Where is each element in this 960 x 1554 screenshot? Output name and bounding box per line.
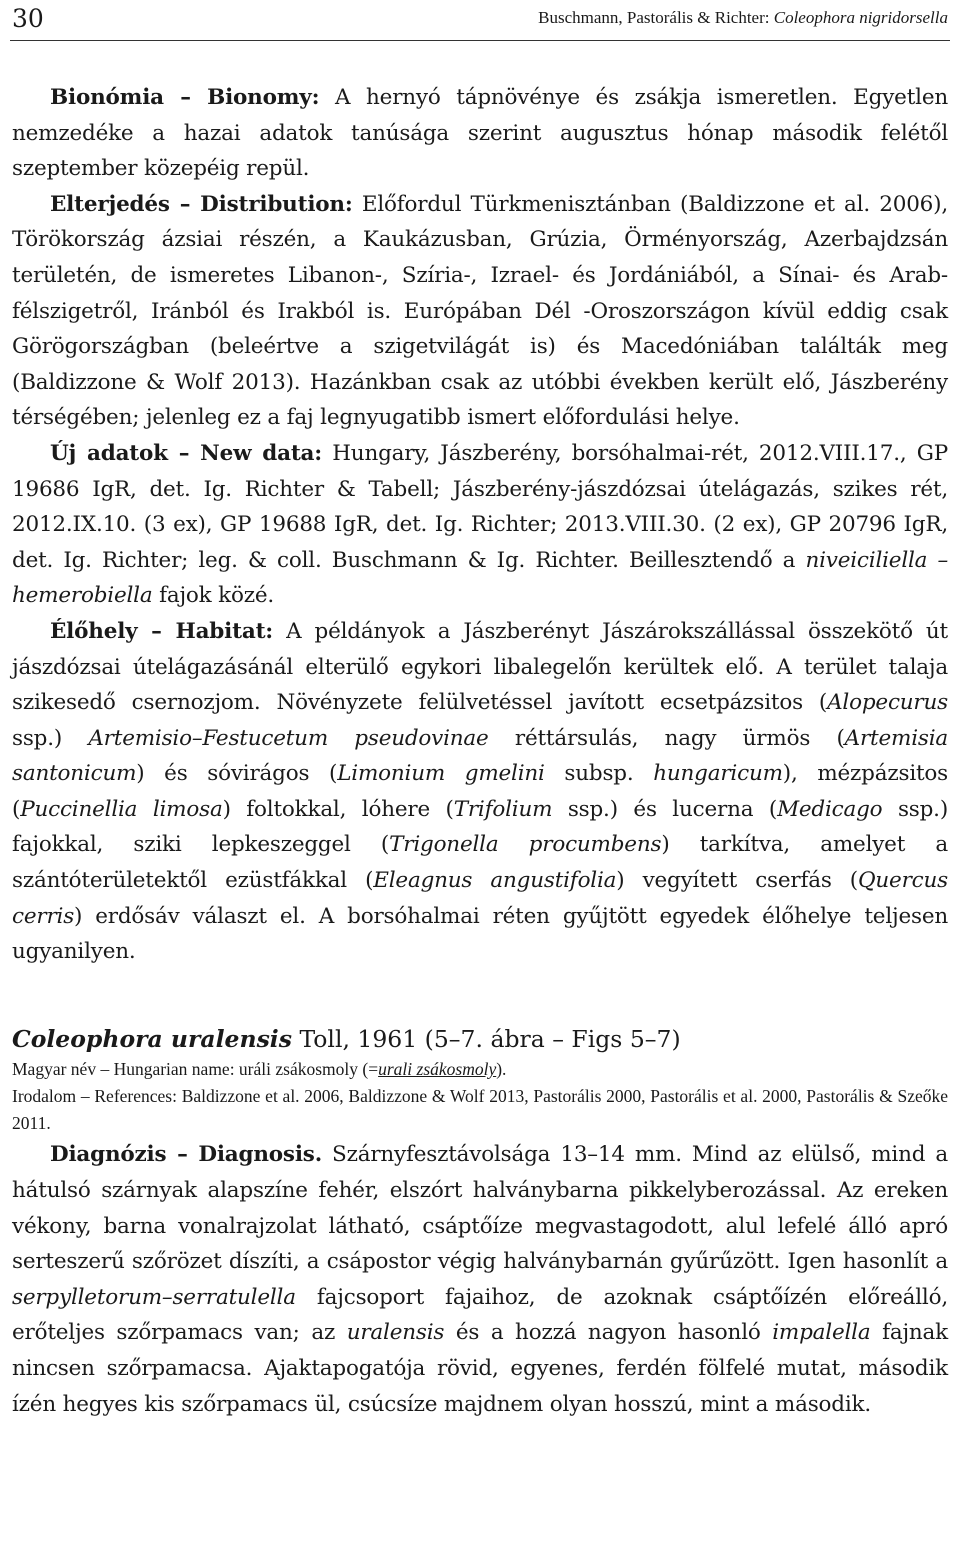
taxon-alopecurus: Alopecurus bbox=[827, 690, 948, 716]
elohely-text-12: ) erdősáv választ el. A borsóhalmai réten gyűjtött egyedek élőhelye teljesen ugyanilyen. bbox=[12, 903, 948, 965]
running-head-authors: Buschmann, Pastorális & Richter: bbox=[538, 8, 774, 27]
hungarian-name-suffix: ). bbox=[496, 1058, 507, 1079]
taxon-trifolium: Trifolium bbox=[453, 796, 553, 822]
taxon-trigonella: Trigonella procumbens bbox=[389, 832, 662, 858]
hungarian-name-prefix: Magyar név – Hungarian name: uráli zsákosmoly (= bbox=[12, 1058, 379, 1079]
elterjedes-paragraph bbox=[12, 187, 948, 436]
elohely-paragraph bbox=[12, 614, 948, 970]
elterjedes-text: Előfordul Türkmenisztánban (Baldizzone et al. 2006), Törökország ázsiai részén, a Kaukázusban, Grúzia, Örményország, Azerbajdzsán területén, de ismeretes Libanon-, Szíria-, Izrael- és Jordániából, a Sínai- és Arab-félszigetről, Iránból és Irakból is. Európában Dél -Oroszországon kívül eddig csak Görögországban (beleértve a szigetvilágát is) és Macedóniában találták meg (Baldizzone & Wolf 2013). Hazánkban csak az utóbbi években került elő, Jászberény térségében; jelenleg ez a faj legnyugatibb ismert előfordulási helye. bbox=[12, 191, 948, 431]
elterjedes-label: Elterjedés – Distribution: bbox=[50, 191, 353, 217]
page-number: 30 bbox=[12, 4, 44, 33]
bionomia-paragraph bbox=[12, 80, 948, 187]
elohely-text-10: ) tarkítva, amelyet a szántóterületektől ezüstfákkal ( bbox=[12, 832, 948, 894]
taxon-medicago: Medicago bbox=[777, 796, 883, 822]
diagnozis-text-2: fajcsoport fajaihoz, de azoknak csáptőízén előreálló, erőteljes szőrpamacs van; az bbox=[12, 1284, 948, 1346]
elohely-text-11: ) vegyített cserfás ( bbox=[616, 868, 858, 894]
taxon-quercus: Quercus cerris bbox=[12, 868, 948, 929]
elohely-text-2: ssp.) bbox=[12, 725, 89, 751]
taxon-puccinellia: Puccinellia limosa bbox=[20, 796, 223, 822]
diagnozis-label: Diagnózis – Diagnosis. bbox=[50, 1142, 322, 1168]
elohely-text-3: réttársulás, nagy ürmös ( bbox=[488, 725, 845, 751]
taxon-impalella: impalella bbox=[772, 1320, 871, 1346]
hungarian-name bbox=[12, 1056, 948, 1083]
page-header bbox=[10, 0, 950, 41]
diagnozis-text-3: és a hozzá nagyon hasonló bbox=[444, 1320, 773, 1346]
elohely-text-5: subsp. bbox=[544, 761, 654, 787]
uj-adatok-tail: fajok közé. bbox=[152, 583, 274, 609]
elohely-text-9: ssp.) fajokkal, sziki lepkeszeggel ( bbox=[12, 796, 949, 858]
elohely-text-8: ssp.) és lucerna ( bbox=[552, 796, 778, 822]
elohely-text-6: ), mézpázsitos ( bbox=[12, 761, 949, 822]
species-author: Toll, 1961 (5–7. ábra – Figs 5–7) bbox=[291, 1024, 681, 1053]
species-heading bbox=[12, 1022, 948, 1056]
taxon-limonium: Limonium gmelini bbox=[337, 761, 545, 787]
taxon-hungaricum: hungaricum bbox=[653, 761, 783, 787]
uj-adatok-species-group: niveiciliella – hemerobiella bbox=[12, 547, 948, 609]
diagnozis-paragraph bbox=[12, 1137, 948, 1422]
diagnozis-text-1: Szárnyfesztávolsága 13–14 mm. Mind az elülső, mind a hátulsó szárnyak alapszíne fehér, elszórt halványbarna pikkelyberozással. Az ereken vékony, barna vonalrajzolat látható, csáptőíze megvastagodott, alul lefelé álló apró serteszerű szőrözet díszíti, a csápostor végig halványbarnán gyűrűzött. Igen hasonlít a bbox=[12, 1142, 948, 1275]
elohely-text-4: ) és sóvirágos ( bbox=[136, 761, 338, 787]
taxon-artemisio-festucetum: Artemisio–Festucetum pseudovinae bbox=[88, 725, 489, 751]
hungarian-name-alt: urali zsákosmoly bbox=[378, 1058, 497, 1079]
article-body bbox=[12, 80, 948, 1422]
references: Irodalom – References: Baldizzone et al. 2006, Baldizzone & Wolf 2013, Pastorális 2000, Pastorális et al. 2000, Pastorális & Szeőke 2011. bbox=[12, 1086, 948, 1134]
species-name: Coleophora uralensis bbox=[12, 1024, 292, 1053]
bionomia-text: A hernyó tápnövénye és zsákja ismeretlen. Egyetlen nemzedéke a hazai adatok tanúsága szerint augusztus hónap második felétől szeptember közepéig repül. bbox=[12, 85, 948, 182]
taxon-uralensis: uralensis bbox=[346, 1320, 445, 1346]
bionomia-label: Bionómia – Bionomy: bbox=[50, 85, 320, 110]
uj-adatok-paragraph bbox=[12, 436, 948, 614]
taxon-eleagnus: Eleagnus angustifolia bbox=[373, 868, 617, 894]
diagnozis-species-group: serpylletorum–serratulella bbox=[12, 1284, 296, 1310]
running-head-species: Coleophora nigridorsella bbox=[773, 8, 948, 27]
elohely-text-7: ) foltokkal, lóhere ( bbox=[222, 796, 454, 822]
elohely-label: Élőhely – Habitat: bbox=[50, 618, 274, 644]
diagnozis-text-4: fajnak nincsen szőrpamacsa. Ajaktapogatója rövid, egyenes, ferdén fölfelé mutat, második ízén hegyes kis szőrpamacs ül, csúcsíze majdnem olyan hosszú, mint a második. bbox=[12, 1320, 948, 1417]
uj-adatok-text: Hungary, Jászberény, borsóhalmai-rét, 2012.VIII.17., GP 19686 IgR, det. Ig. Richter & Tabell; Jászberény-jászdózsai útelágazás, szikes rét, 2012.IX.10. (3 ex), GP 19688 IgR, det. Ig. Richter; 2013.VIII.30. (2 ex), GP 20796 IgR, det. Ig. Richter; leg. & coll. Buschmann & Ig. Richter. Beillesztendő a bbox=[12, 440, 948, 573]
elohely-text-1: A példányok a Jászberényt Jászárokszállással összekötő út jászdózsai útelágazásánál elterülő egykori libalegelőn kerültek elő. A terület talaja szikesedő csernozjom. Növényzete felülvetéssel javított ecsetpázsitos ( bbox=[12, 618, 948, 716]
uj-adatok-label: Új adatok – New data: bbox=[50, 440, 323, 466]
section-gap bbox=[12, 970, 948, 1022]
taxon-artemisia: Artemisia santonicum bbox=[12, 725, 948, 787]
running-head bbox=[538, 8, 948, 28]
